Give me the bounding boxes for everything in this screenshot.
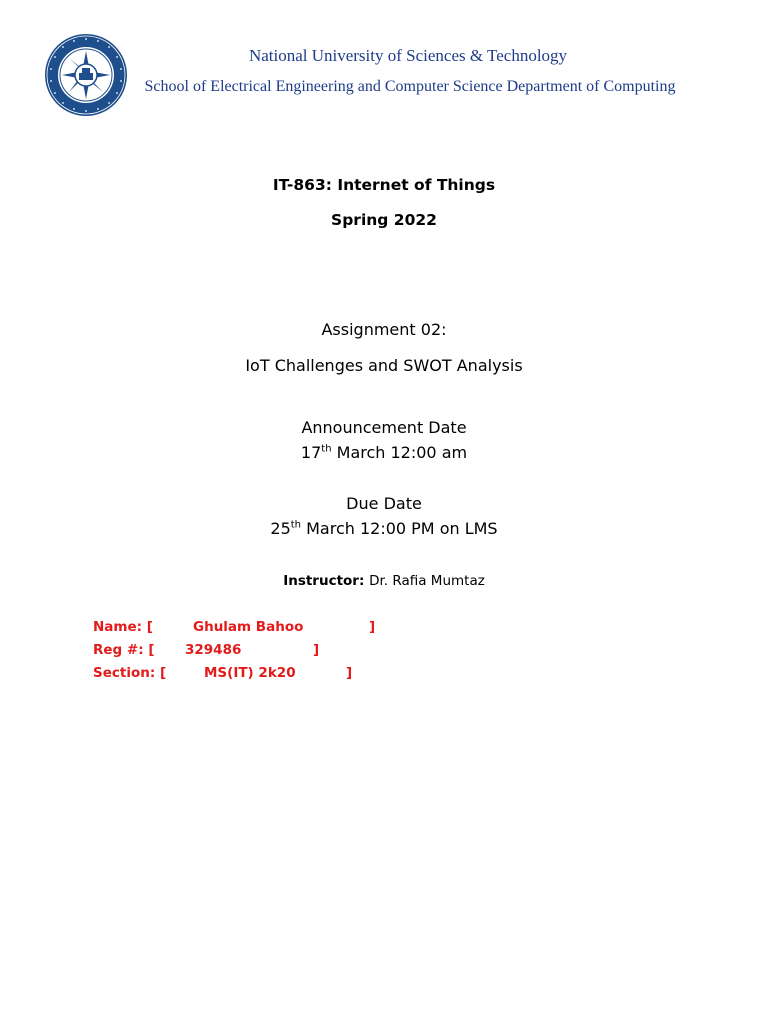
student-reg-value: 329486 [185,642,242,658]
student-section-label: Section: [ [93,665,167,681]
student-section-value: MS(IT) 2k20 [204,665,296,681]
course-code-title: IT-863: Internet of Things [272,176,496,194]
announcement-rest: March 12:00 am [331,443,468,462]
university-name: National University of Sciences & Technology [248,46,568,65]
student-name-value: Ghulam Bahoo [193,619,304,635]
due-day-suffix: th [290,519,302,531]
due-date-value [0,519,768,538]
student-reg-label: Reg #: [ [93,642,155,658]
semester: Spring 2022 [331,211,437,229]
student-section-row [93,665,352,681]
assignment-number: Assignment 02: [321,320,447,339]
instructor-label: Instructor: [283,573,370,589]
student-reg-close: ] [313,642,320,658]
announcement-date-value [0,443,768,462]
student-name-label: Name: [ [93,619,153,635]
instructor-line [0,573,768,589]
student-reg-row [93,642,319,658]
announcement-day: 17 [300,443,322,462]
student-name-close: ] [369,619,376,635]
announcement-date-label: Announcement Date [301,418,467,437]
assignment-title: IoT Challenges and SWOT Analysis [245,356,523,375]
student-section-close: ] [346,665,353,681]
due-date-label: Due Date [346,494,422,513]
instructor-name: Dr. Rafia Mumtaz [369,573,485,589]
student-name-row [93,619,375,635]
announcement-day-suffix: th [321,443,332,455]
school-department: School of Electrical Engineering and Computer Science Department of Computing [144,78,676,95]
due-day: 25 [270,519,291,538]
due-rest: March 12:00 PM on LMS [301,519,498,538]
